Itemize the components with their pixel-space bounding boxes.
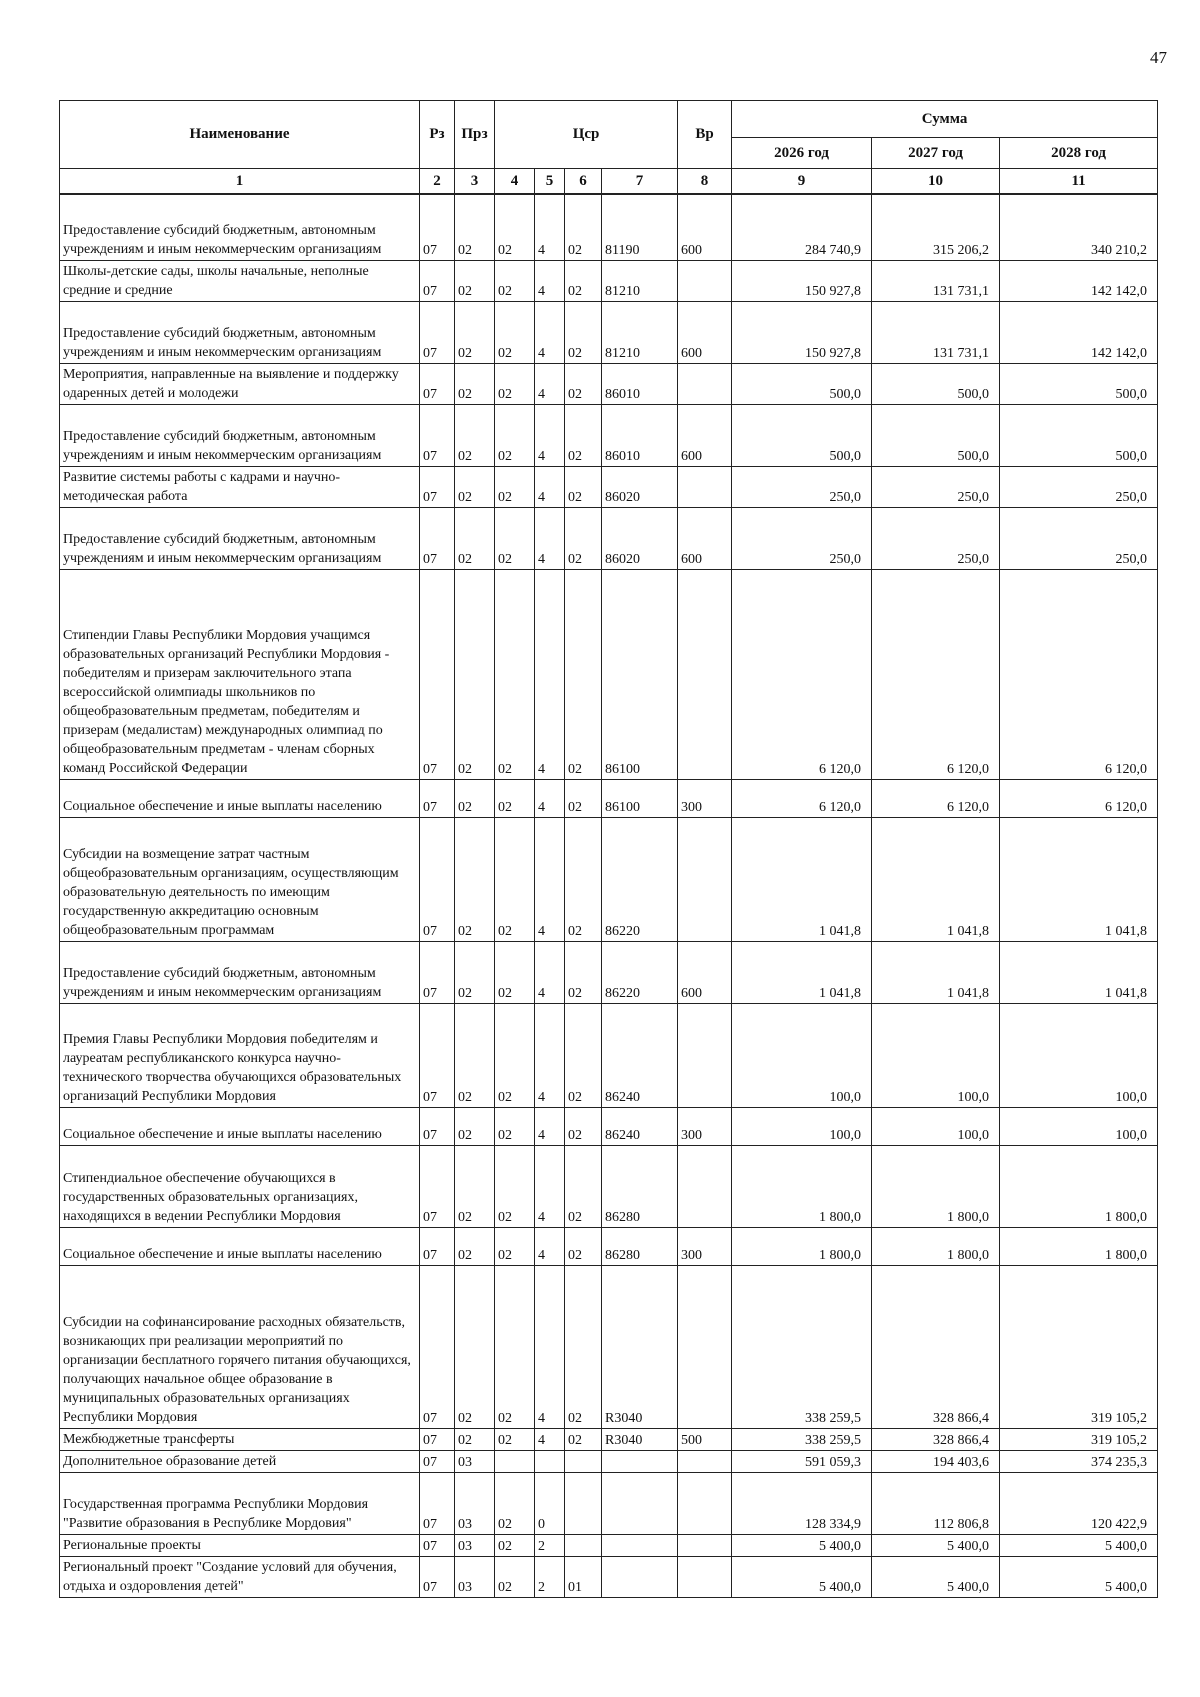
header-vr: Вр xyxy=(678,101,732,169)
cell-prz: 02 xyxy=(455,1107,495,1145)
cell-csr-type: 2 xyxy=(535,1534,565,1556)
cell-rz: 07 xyxy=(420,1534,455,1556)
cell-name: Мероприятия, направленные на выявление и поддержку одаренных детей и молодежи xyxy=(60,363,420,404)
cell-csr-subprogram: 02 xyxy=(565,1003,602,1107)
cell-sum-2027: 1 800,0 xyxy=(872,1227,1000,1265)
cell-csr-subprogram: 02 xyxy=(565,507,602,569)
cell-csr-subprogram: 01 xyxy=(565,1556,602,1597)
table-body xyxy=(60,194,1158,1597)
cell-name: Государственная программа Республики Мордовия "Развитие образования в Республике Мордовия" xyxy=(60,1472,420,1534)
cell-vr xyxy=(678,569,732,779)
header-year-2026: 2026 год xyxy=(732,138,872,169)
cell-rz: 07 xyxy=(420,1556,455,1597)
cell-prz: 03 xyxy=(455,1450,495,1472)
cell-sum-2028: 5 400,0 xyxy=(1000,1534,1158,1556)
col-number: 8 xyxy=(678,169,732,195)
cell-sum-2027: 500,0 xyxy=(872,363,1000,404)
cell-sum-2026: 6 120,0 xyxy=(732,779,872,817)
cell-csr-program: 02 xyxy=(495,1556,535,1597)
table-row xyxy=(60,466,1158,507)
cell-prz: 03 xyxy=(455,1472,495,1534)
cell-sum-2026: 338 259,5 xyxy=(732,1428,872,1450)
cell-csr-program: 02 xyxy=(495,404,535,466)
cell-prz: 02 xyxy=(455,301,495,363)
col-number: 6 xyxy=(565,169,602,195)
cell-csr-program: 02 xyxy=(495,1265,535,1428)
cell-rz: 07 xyxy=(420,1107,455,1145)
cell-sum-2028: 1 041,8 xyxy=(1000,817,1158,941)
cell-csr-type: 4 xyxy=(535,1428,565,1450)
cell-csr-subprogram: 02 xyxy=(565,779,602,817)
cell-name: Межбюджетные трансферты xyxy=(60,1428,420,1450)
cell-csr-type: 4 xyxy=(535,301,565,363)
cell-sum-2026: 128 334,9 xyxy=(732,1472,872,1534)
cell-rz: 07 xyxy=(420,779,455,817)
header-sum: Сумма xyxy=(732,101,1158,138)
cell-csr-direction: 86010 xyxy=(602,363,678,404)
header-csr: Цср xyxy=(495,101,678,169)
cell-csr-type: 4 xyxy=(535,1265,565,1428)
cell-name: Стипендиальное обеспечение обучающихся в государственных образовательных организациях, находящихся в ведении Республики Мордовия xyxy=(60,1145,420,1227)
cell-csr-direction: 81190 xyxy=(602,194,678,260)
table-header xyxy=(60,101,1158,195)
table-row xyxy=(60,404,1158,466)
cell-csr-type: 4 xyxy=(535,260,565,301)
cell-sum-2027: 131 731,1 xyxy=(872,301,1000,363)
cell-name: Субсидии на возмещение затрат частным общеобразовательным организациям, осуществляющим образовательную деятельность по имеющим государственную аккредитацию основным общеобразовательным программам xyxy=(60,817,420,941)
cell-name: Дополнительное образование детей xyxy=(60,1450,420,1472)
cell-rz: 07 xyxy=(420,507,455,569)
cell-sum-2026: 100,0 xyxy=(732,1107,872,1145)
cell-sum-2027: 100,0 xyxy=(872,1107,1000,1145)
cell-vr xyxy=(678,1534,732,1556)
cell-csr-direction xyxy=(602,1534,678,1556)
cell-vr xyxy=(678,1556,732,1597)
col-number: 10 xyxy=(872,169,1000,195)
cell-prz: 03 xyxy=(455,1534,495,1556)
cell-rz: 07 xyxy=(420,363,455,404)
cell-csr-type: 0 xyxy=(535,1472,565,1534)
cell-csr-program: 02 xyxy=(495,1534,535,1556)
table-row xyxy=(60,1472,1158,1534)
cell-sum-2026: 338 259,5 xyxy=(732,1265,872,1428)
cell-vr: 300 xyxy=(678,1107,732,1145)
cell-vr: 600 xyxy=(678,404,732,466)
cell-vr: 500 xyxy=(678,1428,732,1450)
cell-sum-2026: 5 400,0 xyxy=(732,1534,872,1556)
cell-csr-subprogram xyxy=(565,1534,602,1556)
cell-sum-2028: 500,0 xyxy=(1000,404,1158,466)
cell-csr-subprogram: 02 xyxy=(565,1107,602,1145)
cell-csr-program: 02 xyxy=(495,1428,535,1450)
cell-sum-2028: 319 105,2 xyxy=(1000,1265,1158,1428)
cell-name: Стипендии Главы Республики Мордовия учащимся образовательных организаций Республики Мордовия - победителям и призерам заключительного этапа всероссийской олимпиады школьников по общеобразовательным предметам, победителям и призерам (медалистам) международных олимпиад по общеобразовательным предметам - членам сборных команд Российской Федерации xyxy=(60,569,420,779)
cell-csr-program: 02 xyxy=(495,194,535,260)
column-numbers-row xyxy=(60,169,1158,195)
table-row xyxy=(60,1428,1158,1450)
table-row xyxy=(60,301,1158,363)
cell-csr-program: 02 xyxy=(495,817,535,941)
cell-csr-type: 4 xyxy=(535,817,565,941)
cell-csr-program: 02 xyxy=(495,1227,535,1265)
cell-csr-subprogram: 02 xyxy=(565,404,602,466)
cell-csr-subprogram xyxy=(565,1450,602,1472)
cell-csr-subprogram: 02 xyxy=(565,260,602,301)
cell-prz: 02 xyxy=(455,1145,495,1227)
table-row xyxy=(60,1145,1158,1227)
cell-prz: 02 xyxy=(455,1265,495,1428)
cell-prz: 02 xyxy=(455,466,495,507)
cell-sum-2026: 150 927,8 xyxy=(732,301,872,363)
cell-name: Субсидии на софинансирование расходных обязательств, возникающих при реализации мероприятий по организации бесплатного горячего питания обучающихся, получающих начальное общее образование в муниципальных образовательных организациях Республики Мордовия xyxy=(60,1265,420,1428)
cell-vr xyxy=(678,260,732,301)
cell-sum-2027: 112 806,8 xyxy=(872,1472,1000,1534)
cell-csr-direction xyxy=(602,1556,678,1597)
cell-csr-direction: 86240 xyxy=(602,1003,678,1107)
cell-vr xyxy=(678,466,732,507)
cell-name: Социальное обеспечение и иные выплаты населению xyxy=(60,1107,420,1145)
cell-csr-program: 02 xyxy=(495,363,535,404)
cell-csr-type: 4 xyxy=(535,507,565,569)
cell-rz: 07 xyxy=(420,569,455,779)
cell-rz: 07 xyxy=(420,941,455,1003)
table-row xyxy=(60,779,1158,817)
cell-name: Региональные проекты xyxy=(60,1534,420,1556)
cell-csr-subprogram: 02 xyxy=(565,1227,602,1265)
cell-sum-2028: 1 800,0 xyxy=(1000,1145,1158,1227)
cell-sum-2027: 1 041,8 xyxy=(872,941,1000,1003)
cell-sum-2027: 100,0 xyxy=(872,1003,1000,1107)
cell-rz: 07 xyxy=(420,260,455,301)
cell-csr-type: 4 xyxy=(535,1227,565,1265)
cell-sum-2027: 6 120,0 xyxy=(872,779,1000,817)
cell-csr-direction xyxy=(602,1472,678,1534)
cell-csr-direction: 81210 xyxy=(602,301,678,363)
cell-sum-2026: 591 059,3 xyxy=(732,1450,872,1472)
cell-csr-subprogram: 02 xyxy=(565,1145,602,1227)
cell-vr: 600 xyxy=(678,301,732,363)
table-row xyxy=(60,507,1158,569)
cell-csr-type: 4 xyxy=(535,466,565,507)
cell-rz: 07 xyxy=(420,817,455,941)
cell-csr-direction: 86280 xyxy=(602,1227,678,1265)
cell-sum-2027: 250,0 xyxy=(872,507,1000,569)
cell-vr: 600 xyxy=(678,941,732,1003)
header-year-2028: 2028 год xyxy=(1000,138,1158,169)
cell-prz: 02 xyxy=(455,1227,495,1265)
cell-csr-type: 2 xyxy=(535,1556,565,1597)
cell-sum-2026: 1 041,8 xyxy=(732,941,872,1003)
cell-sum-2027: 315 206,2 xyxy=(872,194,1000,260)
cell-sum-2026: 250,0 xyxy=(732,466,872,507)
cell-prz: 02 xyxy=(455,507,495,569)
table-row xyxy=(60,941,1158,1003)
cell-sum-2027: 194 403,6 xyxy=(872,1450,1000,1472)
cell-sum-2026: 250,0 xyxy=(732,507,872,569)
cell-sum-2026: 1 800,0 xyxy=(732,1227,872,1265)
cell-sum-2026: 500,0 xyxy=(732,363,872,404)
cell-name: Школы-детские сады, школы начальные, неполные средние и средние xyxy=(60,260,420,301)
table-row xyxy=(60,817,1158,941)
cell-vr xyxy=(678,1145,732,1227)
cell-name: Предоставление субсидий бюджетным, автономным учреждениям и иным некоммерческим организациям xyxy=(60,941,420,1003)
cell-csr-type: 4 xyxy=(535,1003,565,1107)
cell-sum-2028: 142 142,0 xyxy=(1000,260,1158,301)
cell-sum-2027: 1 800,0 xyxy=(872,1145,1000,1227)
table-row xyxy=(60,194,1158,260)
cell-vr xyxy=(678,1472,732,1534)
cell-csr-type: 4 xyxy=(535,363,565,404)
cell-csr-program: 02 xyxy=(495,507,535,569)
cell-sum-2027: 250,0 xyxy=(872,466,1000,507)
cell-rz: 07 xyxy=(420,1428,455,1450)
cell-prz: 03 xyxy=(455,1556,495,1597)
cell-csr-type: 4 xyxy=(535,779,565,817)
cell-vr xyxy=(678,363,732,404)
cell-rz: 07 xyxy=(420,1450,455,1472)
cell-csr-subprogram: 02 xyxy=(565,1428,602,1450)
cell-csr-subprogram: 02 xyxy=(565,1265,602,1428)
cell-sum-2027: 5 400,0 xyxy=(872,1556,1000,1597)
cell-rz: 07 xyxy=(420,1227,455,1265)
cell-sum-2028: 142 142,0 xyxy=(1000,301,1158,363)
col-number: 9 xyxy=(732,169,872,195)
cell-csr-direction: 86280 xyxy=(602,1145,678,1227)
cell-csr-direction: 86020 xyxy=(602,507,678,569)
cell-sum-2028: 319 105,2 xyxy=(1000,1428,1158,1450)
cell-csr-type: 4 xyxy=(535,941,565,1003)
cell-csr-type xyxy=(535,1450,565,1472)
cell-name: Предоставление субсидий бюджетным, автономным учреждениям и иным некоммерческим организациям xyxy=(60,194,420,260)
cell-csr-direction: 86020 xyxy=(602,466,678,507)
cell-sum-2028: 6 120,0 xyxy=(1000,569,1158,779)
cell-sum-2028: 250,0 xyxy=(1000,507,1158,569)
cell-name: Развитие системы работы с кадрами и научно-методическая работа xyxy=(60,466,420,507)
cell-sum-2027: 328 866,4 xyxy=(872,1265,1000,1428)
cell-csr-program: 02 xyxy=(495,941,535,1003)
cell-sum-2028: 250,0 xyxy=(1000,466,1158,507)
header-year-2027: 2027 год xyxy=(872,138,1000,169)
cell-rz: 07 xyxy=(420,1472,455,1534)
cell-csr-program: 02 xyxy=(495,466,535,507)
cell-sum-2028: 120 422,9 xyxy=(1000,1472,1158,1534)
cell-csr-direction: R3040 xyxy=(602,1428,678,1450)
table-row xyxy=(60,1534,1158,1556)
cell-vr: 300 xyxy=(678,779,732,817)
table-row xyxy=(60,363,1158,404)
cell-sum-2028: 1 041,8 xyxy=(1000,941,1158,1003)
cell-sum-2027: 328 866,4 xyxy=(872,1428,1000,1450)
col-number: 4 xyxy=(495,169,535,195)
cell-sum-2026: 6 120,0 xyxy=(732,569,872,779)
cell-sum-2028: 1 800,0 xyxy=(1000,1227,1158,1265)
cell-csr-type: 4 xyxy=(535,1145,565,1227)
cell-prz: 02 xyxy=(455,404,495,466)
cell-sum-2026: 150 927,8 xyxy=(732,260,872,301)
header-name: Наименование xyxy=(60,101,420,169)
cell-prz: 02 xyxy=(455,1003,495,1107)
cell-sum-2028: 100,0 xyxy=(1000,1003,1158,1107)
cell-rz: 07 xyxy=(420,466,455,507)
cell-vr: 600 xyxy=(678,194,732,260)
cell-csr-subprogram: 02 xyxy=(565,301,602,363)
table-row xyxy=(60,569,1158,779)
cell-sum-2028: 374 235,3 xyxy=(1000,1450,1158,1472)
cell-csr-program: 02 xyxy=(495,569,535,779)
cell-vr: 600 xyxy=(678,507,732,569)
cell-vr xyxy=(678,1450,732,1472)
cell-sum-2027: 500,0 xyxy=(872,404,1000,466)
cell-sum-2028: 500,0 xyxy=(1000,363,1158,404)
table-row xyxy=(60,1227,1158,1265)
cell-sum-2026: 1 041,8 xyxy=(732,817,872,941)
cell-csr-direction: 86100 xyxy=(602,779,678,817)
page-number: 47 xyxy=(1150,48,1167,67)
table-row xyxy=(60,1450,1158,1472)
header-prz: Прз xyxy=(455,101,495,169)
cell-prz: 02 xyxy=(455,779,495,817)
col-number: 5 xyxy=(535,169,565,195)
header-rz: Рз xyxy=(420,101,455,169)
table-row xyxy=(60,260,1158,301)
cell-csr-subprogram: 02 xyxy=(565,194,602,260)
cell-rz: 07 xyxy=(420,301,455,363)
cell-sum-2027: 131 731,1 xyxy=(872,260,1000,301)
cell-rz: 07 xyxy=(420,404,455,466)
budget-table xyxy=(59,100,1158,1598)
col-number: 1 xyxy=(60,169,420,195)
cell-csr-program: 02 xyxy=(495,1003,535,1107)
table-row xyxy=(60,1003,1158,1107)
cell-csr-program xyxy=(495,1450,535,1472)
cell-prz: 02 xyxy=(455,260,495,301)
cell-vr xyxy=(678,817,732,941)
cell-rz: 07 xyxy=(420,194,455,260)
cell-rz: 07 xyxy=(420,1145,455,1227)
cell-csr-subprogram: 02 xyxy=(565,363,602,404)
cell-prz: 02 xyxy=(455,194,495,260)
cell-prz: 02 xyxy=(455,941,495,1003)
cell-csr-direction: 86240 xyxy=(602,1107,678,1145)
cell-csr-program: 02 xyxy=(495,301,535,363)
cell-prz: 02 xyxy=(455,1428,495,1450)
cell-sum-2027: 1 041,8 xyxy=(872,817,1000,941)
cell-name: Региональный проект "Создание условий для обучения, отдыха и оздоровления детей" xyxy=(60,1556,420,1597)
cell-csr-program: 02 xyxy=(495,1145,535,1227)
cell-sum-2026: 5 400,0 xyxy=(732,1556,872,1597)
cell-name: Социальное обеспечение и иные выплаты населению xyxy=(60,1227,420,1265)
cell-sum-2026: 100,0 xyxy=(732,1003,872,1107)
col-number: 3 xyxy=(455,169,495,195)
cell-prz: 02 xyxy=(455,817,495,941)
cell-name: Премия Главы Республики Мордовия победителям и лауреатам республиканского конкурса научно-технического творчества обучающихся образовательных организаций Республики Мордовия xyxy=(60,1003,420,1107)
table-row xyxy=(60,1265,1158,1428)
cell-sum-2028: 6 120,0 xyxy=(1000,779,1158,817)
cell-vr: 300 xyxy=(678,1227,732,1265)
cell-sum-2026: 1 800,0 xyxy=(732,1145,872,1227)
cell-name: Предоставление субсидий бюджетным, автономным учреждениям и иным некоммерческим организациям xyxy=(60,301,420,363)
cell-prz: 02 xyxy=(455,569,495,779)
cell-sum-2026: 500,0 xyxy=(732,404,872,466)
cell-rz: 07 xyxy=(420,1003,455,1107)
cell-sum-2028: 100,0 xyxy=(1000,1107,1158,1145)
cell-csr-type: 4 xyxy=(535,194,565,260)
cell-csr-direction: 86010 xyxy=(602,404,678,466)
cell-sum-2027: 5 400,0 xyxy=(872,1534,1000,1556)
cell-csr-direction xyxy=(602,1450,678,1472)
cell-csr-direction: R3040 xyxy=(602,1265,678,1428)
cell-prz: 02 xyxy=(455,363,495,404)
cell-csr-program: 02 xyxy=(495,1107,535,1145)
cell-csr-program: 02 xyxy=(495,779,535,817)
cell-csr-program: 02 xyxy=(495,1472,535,1534)
col-number: 11 xyxy=(1000,169,1158,195)
cell-vr xyxy=(678,1265,732,1428)
cell-csr-type: 4 xyxy=(535,404,565,466)
cell-csr-program: 02 xyxy=(495,260,535,301)
cell-csr-direction: 86100 xyxy=(602,569,678,779)
cell-csr-type: 4 xyxy=(535,569,565,779)
cell-csr-subprogram: 02 xyxy=(565,817,602,941)
cell-csr-subprogram xyxy=(565,1472,602,1534)
cell-csr-direction: 86220 xyxy=(602,817,678,941)
cell-csr-direction: 81210 xyxy=(602,260,678,301)
cell-rz: 07 xyxy=(420,1265,455,1428)
cell-name: Социальное обеспечение и иные выплаты населению xyxy=(60,779,420,817)
cell-csr-type: 4 xyxy=(535,1107,565,1145)
table-row xyxy=(60,1107,1158,1145)
cell-sum-2028: 340 210,2 xyxy=(1000,194,1158,260)
cell-name: Предоставление субсидий бюджетным, автономным учреждениям и иным некоммерческим организациям xyxy=(60,507,420,569)
col-number: 7 xyxy=(602,169,678,195)
cell-name: Предоставление субсидий бюджетным, автономным учреждениям и иным некоммерческим организациям xyxy=(60,404,420,466)
table-row xyxy=(60,1556,1158,1597)
col-number: 2 xyxy=(420,169,455,195)
cell-sum-2027: 6 120,0 xyxy=(872,569,1000,779)
cell-csr-subprogram: 02 xyxy=(565,466,602,507)
cell-csr-subprogram: 02 xyxy=(565,941,602,1003)
cell-csr-direction: 86220 xyxy=(602,941,678,1003)
cell-vr xyxy=(678,1003,732,1107)
cell-csr-subprogram: 02 xyxy=(565,569,602,779)
cell-sum-2026: 284 740,9 xyxy=(732,194,872,260)
cell-sum-2028: 5 400,0 xyxy=(1000,1556,1158,1597)
